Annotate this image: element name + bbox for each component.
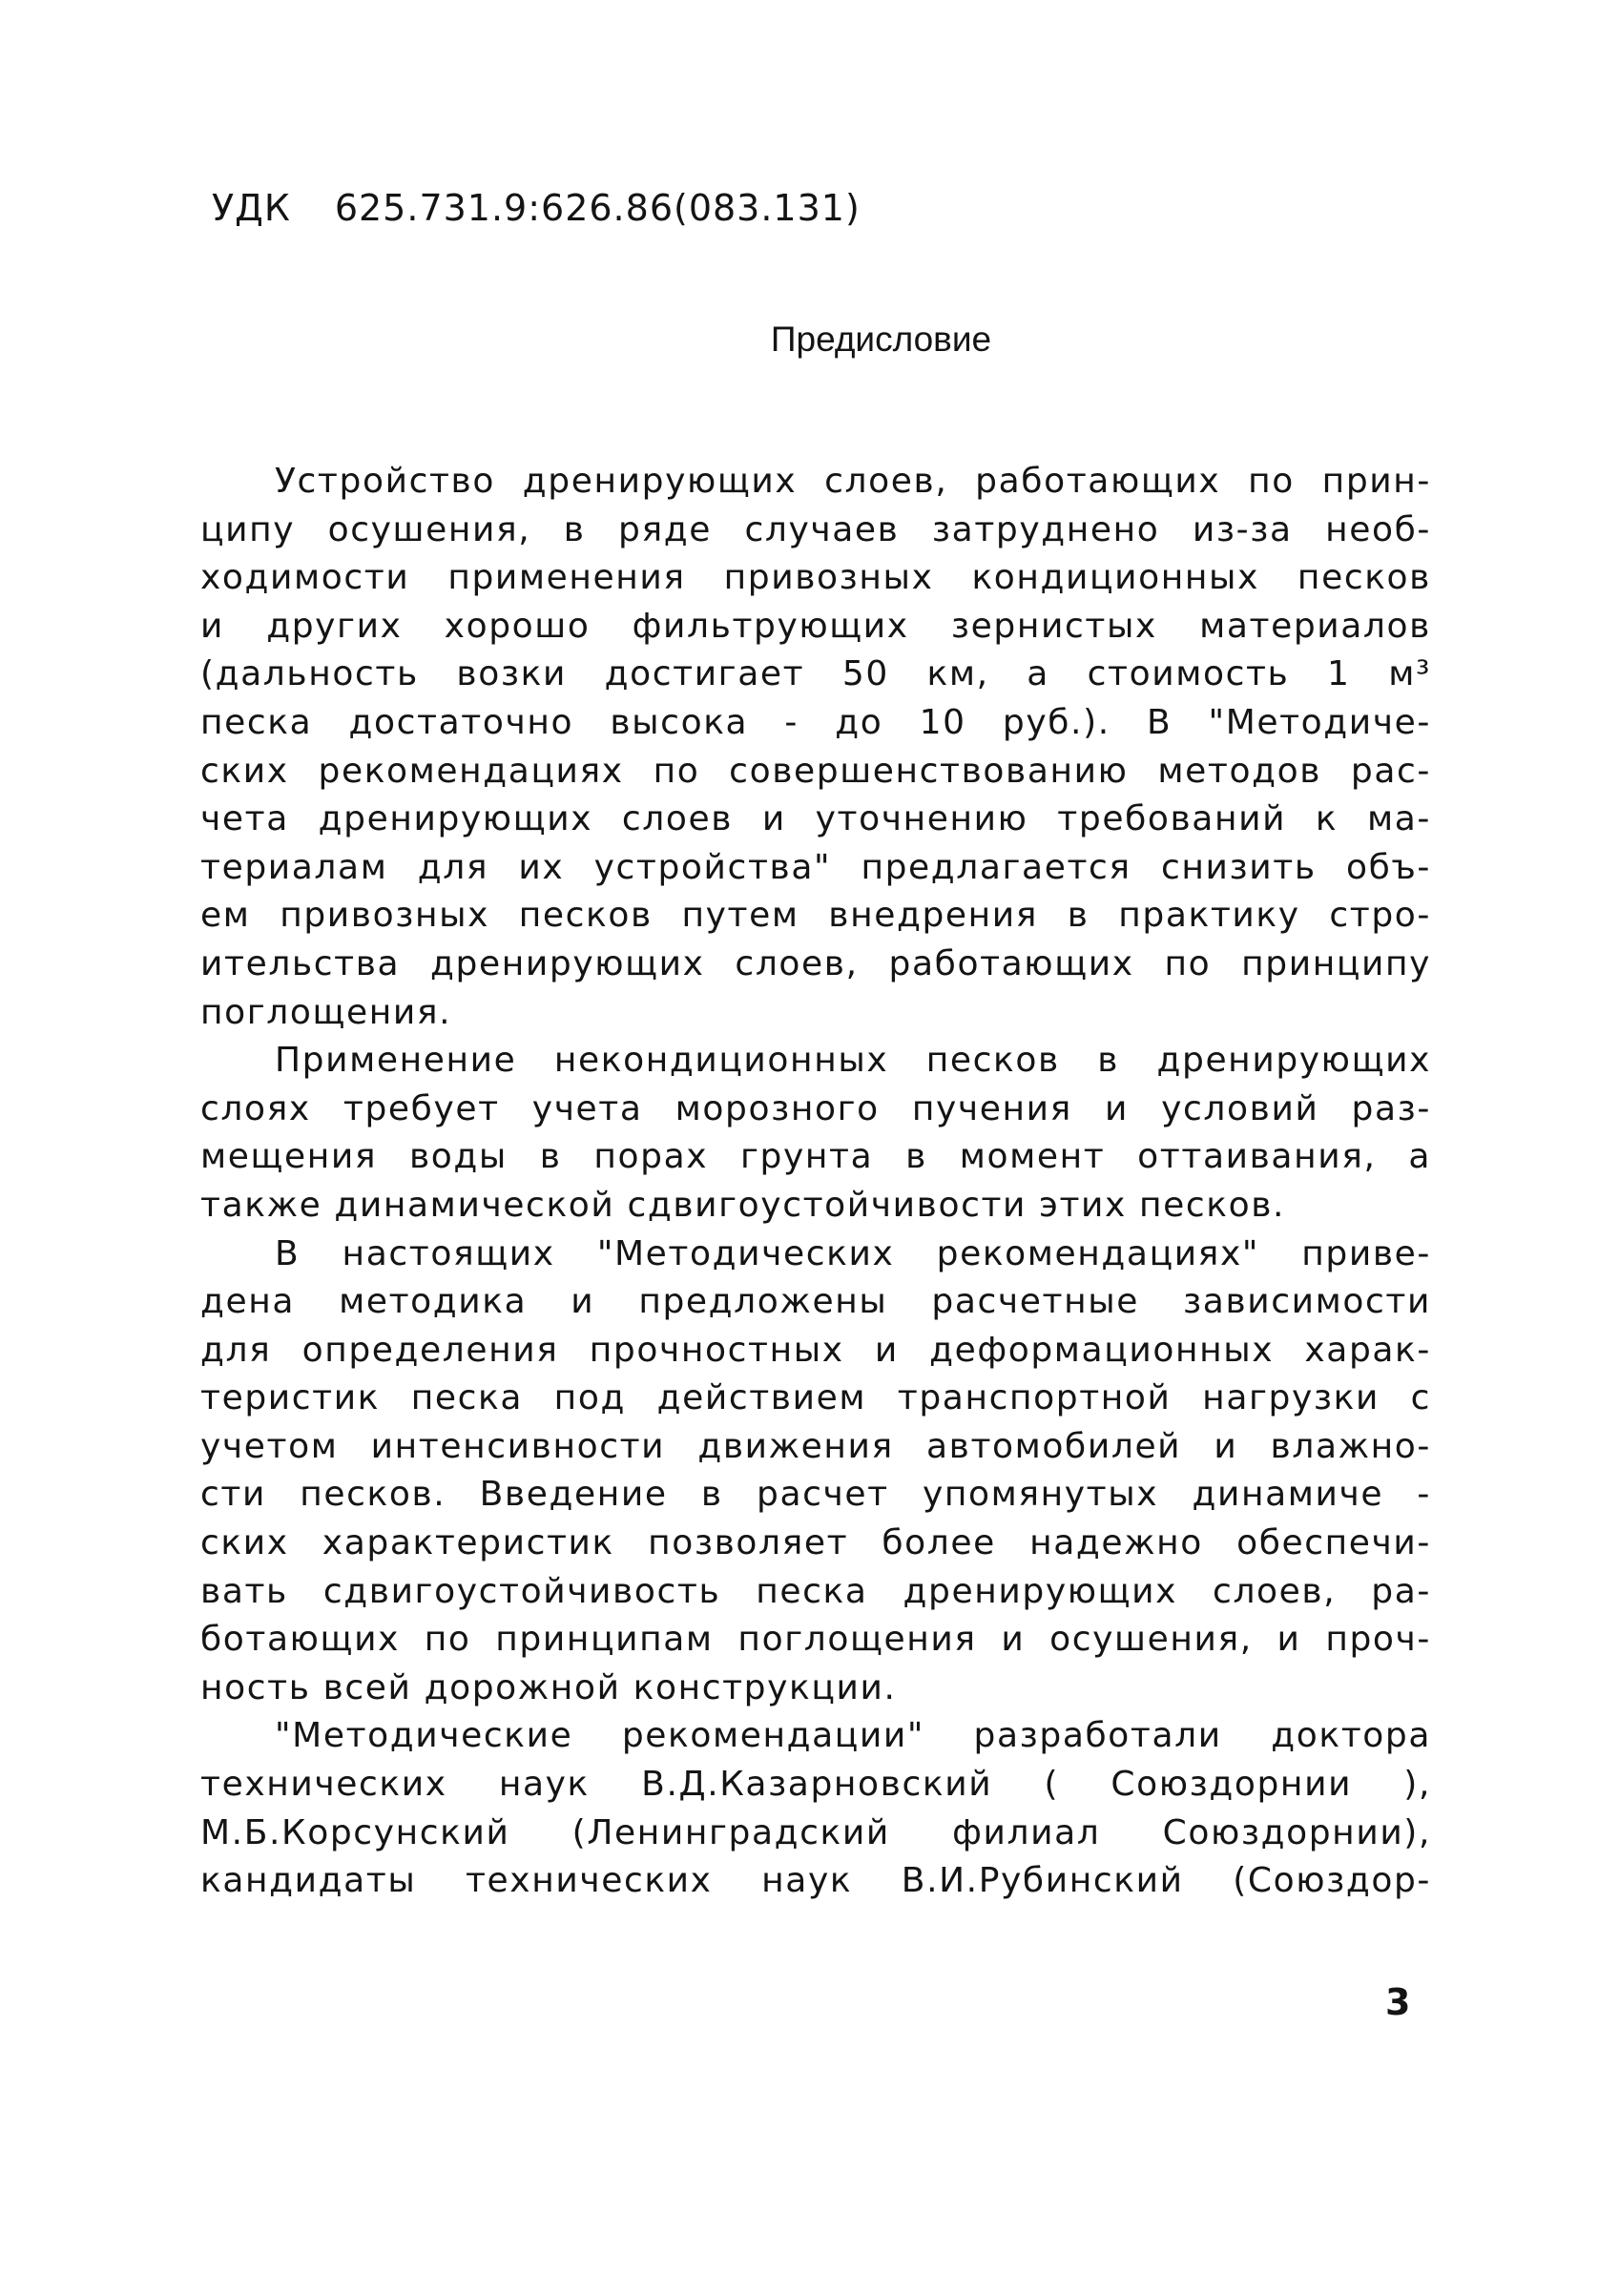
udk-classification — [212, 187, 861, 229]
text-line: Применение некондиционных песков в дренирующих — [275, 1041, 1431, 1081]
text-line: ем привозных песков путем внедрения в практику стро- — [200, 896, 1431, 936]
text-line: для определения прочностных и деформационных харак- — [200, 1330, 1431, 1370]
udk-code: 625.731.9:626.86(083.131) — [334, 187, 861, 229]
text-line: ципу осушения, в ряде случаев затруднено из-за необ- — [200, 509, 1431, 549]
text-line: поглощения. — [200, 992, 452, 1032]
text-line: сти песков. Введение в расчет упомянутых динамиче - — [200, 1475, 1431, 1515]
text-line: технических наук В.Д.Казарновский ( Союздорнии ), — [200, 1765, 1431, 1805]
text-line: М.Б.Корсунский (Ленинградский филиал Союздорнии), — [200, 1812, 1431, 1852]
text-line: дена методика и предложены расчетные зависимости — [200, 1282, 1431, 1322]
text-line: мещения воды в порах грунта в момент оттаивания, а — [200, 1137, 1431, 1177]
page-title: Предисловие — [770, 320, 992, 359]
text-line: ительства дренирующих слоев, работающих по принципу — [200, 943, 1431, 983]
page-number: 3 — [1385, 1981, 1411, 2023]
text-line: вать сдвигоустойчивость песка дренирующих слоев, ра- — [200, 1571, 1431, 1611]
text-line: ских рекомендациях по совершенствованию методов рас- — [200, 751, 1431, 791]
text-line: песка достаточно высока - до 10 руб.). В "Методиче- — [200, 702, 1431, 742]
text-line: (дальность возки достигает 50 км, а стоимость 1 м³ — [200, 654, 1431, 694]
text-line: также динамической сдвигоустойчивости этих песков. — [200, 1185, 1286, 1225]
text-line: кандидаты технических наук В.И.Рубинский (Союздор- — [200, 1861, 1431, 1901]
text-line: В настоящих "Методических рекомендациях" приве- — [275, 1233, 1431, 1273]
text-line: теристик песка под действием транспортной нагрузки с — [200, 1378, 1431, 1418]
text-line: Устройство дренирующих слоев, работающих по прин- — [275, 462, 1431, 501]
preface-text — [200, 458, 1431, 1906]
udk-label: УДК — [212, 187, 291, 229]
text-line: слоях требует учета морозного пучения и условий раз- — [200, 1088, 1431, 1128]
text-line: ходимости применения привозных кондиционных песков — [200, 558, 1431, 598]
text-line: териалам для их устройства" предлагается снизить объ- — [200, 847, 1431, 887]
text-line: ботающих по принципам поглощения и осушения, и проч- — [200, 1620, 1431, 1660]
text-line: ских характеристик позволяет более надежно обеспечи- — [200, 1523, 1431, 1563]
text-line: и других хорошо фильтрующих зернистых материалов — [200, 606, 1431, 646]
text-line: ность всей дорожной конструкции. — [200, 1667, 897, 1707]
text-line: учетом интенсивности движения автомобилей и влажно- — [200, 1426, 1431, 1466]
text-line: чета дренирующих слоев и уточнению требований к ма- — [200, 799, 1431, 839]
text-line: "Методические рекомендации" разработали доктора — [275, 1716, 1431, 1756]
